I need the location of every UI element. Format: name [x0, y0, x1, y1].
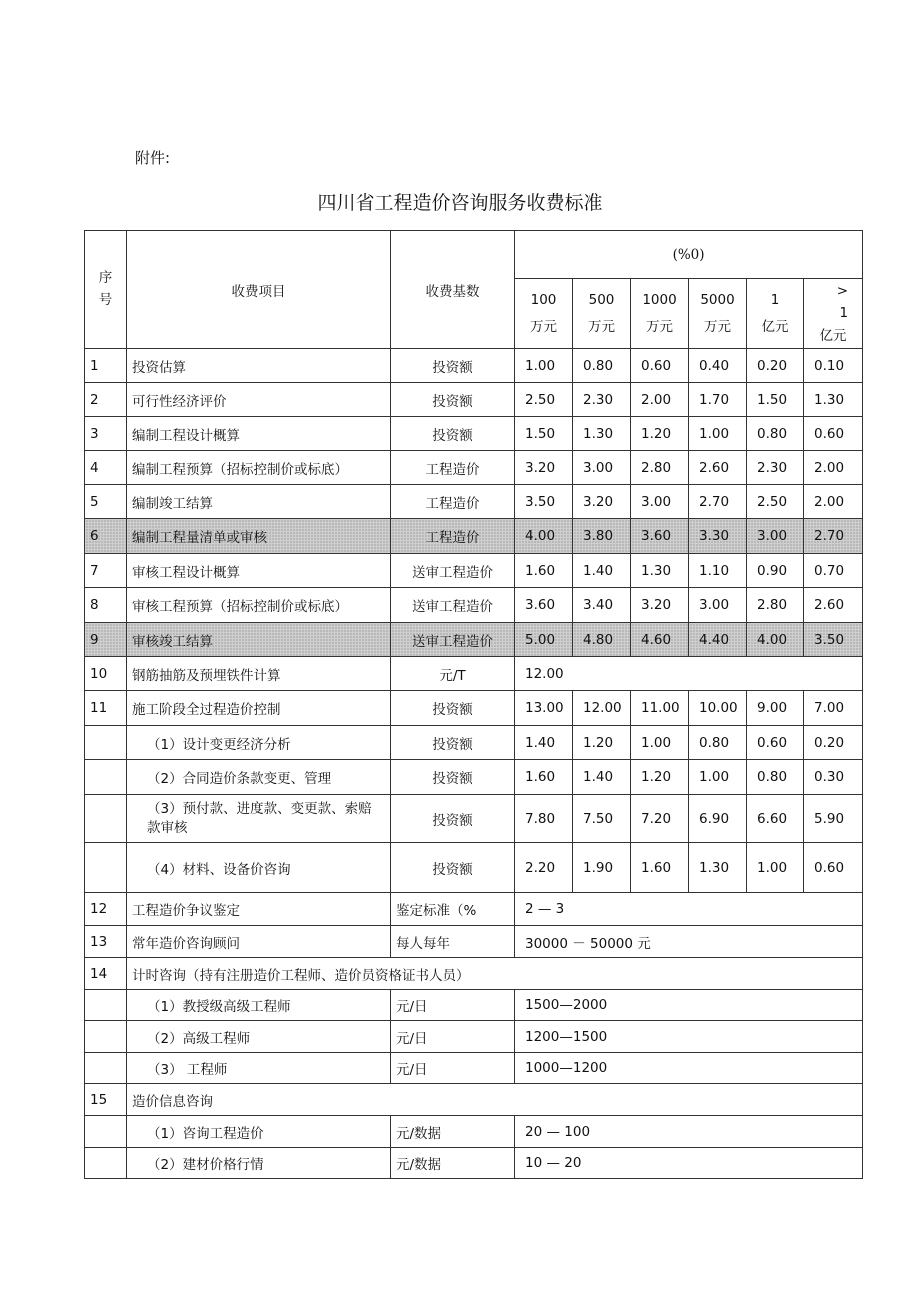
row-item: 编制竣工结算	[127, 485, 391, 519]
row-seq: 14	[85, 958, 127, 990]
header-band-unit: 万元	[530, 318, 557, 335]
row-basis: 工程造价	[391, 485, 515, 519]
row-item: 可行性经济评价	[127, 383, 391, 417]
row-seq: 6	[85, 519, 127, 554]
row-rate: 3.00	[573, 451, 631, 485]
attachment-label: 附件:	[135, 149, 171, 167]
row-rate: 3.00	[747, 519, 804, 554]
row-item: （1）咨询工程造价	[127, 1116, 391, 1148]
row-rate: 2.20	[515, 843, 573, 893]
row-basis: 投资额	[391, 691, 515, 726]
row-basis: 工程造价	[391, 519, 515, 554]
row-basis: 工程造价	[391, 451, 515, 485]
table-row	[85, 1053, 863, 1084]
row-seq: 3	[85, 417, 127, 451]
row-rate: 1.60	[631, 843, 689, 893]
row-basis: 元/T	[391, 657, 515, 691]
row-seq: 10	[85, 657, 127, 691]
table-row	[85, 1116, 863, 1148]
row-rate: 12.00	[573, 691, 631, 726]
row-rate: 13.00	[515, 691, 573, 726]
row-rate: 1.00	[689, 760, 747, 795]
row-seq: 5	[85, 485, 127, 519]
header-band-unit: 万元	[646, 318, 673, 335]
row-rate: 1.60	[515, 554, 573, 588]
row-seq	[85, 1021, 127, 1053]
row-basis: 元/日	[391, 990, 515, 1021]
row-rate: 1.40	[573, 554, 631, 588]
row-rate: 3.40	[573, 588, 631, 623]
row-item: 审核工程预算（招标控制价或标底）	[127, 588, 391, 623]
row-rate: 0.70	[804, 554, 863, 588]
row-rate: 3.20	[573, 485, 631, 519]
table-row	[85, 519, 863, 554]
row-rate: 3.20	[515, 451, 573, 485]
row-item: 钢筋抽筋及预埋铁件计算	[127, 657, 391, 691]
row-seq: 9	[85, 623, 127, 657]
row-rate: 0.60	[804, 843, 863, 893]
header-band	[747, 279, 804, 349]
row-rate: 3.00	[689, 588, 747, 623]
row-item: （2）合同造价条款变更、管理	[127, 760, 391, 795]
table-row	[85, 843, 863, 893]
header-band	[804, 279, 863, 349]
row-seq: 2	[85, 383, 127, 417]
row-rate: 7.20	[631, 795, 689, 843]
table-row	[85, 349, 863, 383]
table-row	[85, 893, 863, 926]
row-rate: 1.50	[515, 417, 573, 451]
row-rate: 1.20	[631, 760, 689, 795]
header-band	[515, 279, 573, 349]
row-rate: 3.00	[631, 485, 689, 519]
row-rate: 1.00	[747, 843, 804, 893]
row-basis: 元/日	[391, 1053, 515, 1084]
row-seq	[85, 843, 127, 893]
row-basis: 元/日	[391, 1021, 515, 1053]
row-basis: 每人每年	[391, 926, 515, 958]
table-row	[85, 657, 863, 691]
row-basis: 投资额	[391, 349, 515, 383]
row-rate: 0.80	[689, 726, 747, 760]
row-rate: 2.30	[573, 383, 631, 417]
row-rate: 0.80	[747, 760, 804, 795]
row-basis: 鉴定标准（%	[391, 893, 515, 926]
row-rate: 1.00	[631, 726, 689, 760]
header-seq: 序号	[85, 231, 127, 349]
row-seq: 1	[85, 349, 127, 383]
row-rate: 0.20	[804, 726, 863, 760]
row-rate: 3.20	[631, 588, 689, 623]
header-band	[689, 279, 747, 349]
row-rate: 0.90	[747, 554, 804, 588]
table-row	[85, 1148, 863, 1179]
row-rate: 5.00	[515, 623, 573, 657]
row-item: 计时咨询（持有注册造价工程师、造价员资格证书人员）	[127, 958, 863, 990]
header-band-value: 1000	[642, 291, 677, 308]
row-rate: 3.60	[631, 519, 689, 554]
row-rate: 3.50	[804, 623, 863, 657]
row-flat-rate: 1200—1500	[515, 1021, 863, 1053]
row-rate: 1.30	[804, 383, 863, 417]
row-rate: 4.00	[515, 519, 573, 554]
row-item: （2）建材价格行情	[127, 1148, 391, 1179]
row-rate: 3.60	[515, 588, 573, 623]
table-row	[85, 554, 863, 588]
row-rate: 1.10	[689, 554, 747, 588]
row-rate: 1.20	[631, 417, 689, 451]
row-seq	[85, 795, 127, 843]
row-item: （4）材料、设备价咨询	[127, 843, 391, 893]
row-rate: 2.30	[747, 451, 804, 485]
row-basis: 投资额	[391, 417, 515, 451]
row-flat-rate: 10 — 20	[515, 1148, 863, 1179]
row-rate: 6.60	[747, 795, 804, 843]
row-basis: 投资额	[391, 843, 515, 893]
row-rate: 0.60	[804, 417, 863, 451]
header-band-unit: 亿元	[819, 327, 847, 344]
row-rate: 10.00	[689, 691, 747, 726]
row-seq	[85, 990, 127, 1021]
table-row	[85, 726, 863, 760]
fee-table	[84, 230, 863, 1179]
row-seq: 13	[85, 926, 127, 958]
row-item: 审核工程设计概算	[127, 554, 391, 588]
row-seq	[85, 1148, 127, 1179]
row-seq	[85, 1053, 127, 1084]
row-seq: 4	[85, 451, 127, 485]
table-row	[85, 417, 863, 451]
table-row	[85, 760, 863, 795]
row-basis: 投资额	[391, 383, 515, 417]
row-rate: 2.00	[804, 451, 863, 485]
row-basis: 投资额	[391, 795, 515, 843]
row-rate: 1.40	[515, 726, 573, 760]
row-rate: 2.70	[689, 485, 747, 519]
row-rate: 0.10	[804, 349, 863, 383]
row-basis: 投资额	[391, 726, 515, 760]
row-rate: 1.30	[689, 843, 747, 893]
row-rate: 0.80	[573, 349, 631, 383]
row-rate: 9.00	[747, 691, 804, 726]
row-item: 造价信息咨询	[127, 1084, 863, 1116]
row-item: 编制工程设计概算	[127, 417, 391, 451]
row-seq: 11	[85, 691, 127, 726]
row-rate: 1.50	[747, 383, 804, 417]
table-row	[85, 588, 863, 623]
row-rate: 0.20	[747, 349, 804, 383]
row-flat-rate: 2 — 3	[515, 893, 863, 926]
row-rate: 2.80	[631, 451, 689, 485]
row-item: （1）教授级高级工程师	[127, 990, 391, 1021]
row-rate: 2.00	[631, 383, 689, 417]
table-row	[85, 990, 863, 1021]
header-band-unit: 亿元	[761, 318, 789, 335]
row-rate: 1.60	[515, 760, 573, 795]
row-rate: 1.70	[689, 383, 747, 417]
row-seq: 7	[85, 554, 127, 588]
header-basis: 收费基数	[391, 231, 515, 349]
row-seq	[85, 726, 127, 760]
row-rate: 7.80	[515, 795, 573, 843]
row-rate: 1.30	[631, 554, 689, 588]
row-rate: 0.40	[689, 349, 747, 383]
header-band-value: 1	[770, 291, 780, 308]
row-flat-rate: 12.00	[515, 657, 863, 691]
table-row	[85, 1021, 863, 1053]
table-row	[85, 485, 863, 519]
row-seq	[85, 760, 127, 795]
row-item: 投资估算	[127, 349, 391, 383]
header-band-value: 500	[588, 291, 615, 308]
header-band-value: 100	[530, 291, 557, 308]
row-seq	[85, 1116, 127, 1148]
row-item: （2）高级工程师	[127, 1021, 391, 1053]
row-seq: 8	[85, 588, 127, 623]
table-row	[85, 383, 863, 417]
table-row	[85, 691, 863, 726]
row-flat-rate: 30000 － 50000 元	[515, 926, 863, 958]
header-band	[573, 279, 631, 349]
row-basis: 投资额	[391, 760, 515, 795]
header-band-value: 5000	[700, 291, 735, 308]
header-item: 收费项目	[127, 231, 391, 349]
row-rate: 4.80	[573, 623, 631, 657]
row-rate: 1.40	[573, 760, 631, 795]
page-title: 四川省工程造价咨询服务收费标准	[317, 192, 603, 214]
row-rate: 3.80	[573, 519, 631, 554]
header-band-unit: 万元	[704, 318, 731, 335]
row-rate: 2.80	[747, 588, 804, 623]
header-band-value: > 1	[836, 283, 849, 322]
row-basis: 元/数据	[391, 1116, 515, 1148]
row-rate: 0.80	[747, 417, 804, 451]
row-flat-rate: 1500—2000	[515, 990, 863, 1021]
row-item: 工程造价争议鉴定	[127, 893, 391, 926]
row-rate: 2.00	[804, 485, 863, 519]
row-rate: 1.20	[573, 726, 631, 760]
row-item: （3） 工程师	[127, 1053, 391, 1084]
row-rate: 3.30	[689, 519, 747, 554]
table-row	[85, 623, 863, 657]
table-row	[85, 451, 863, 485]
row-seq: 12	[85, 893, 127, 926]
table-row	[85, 926, 863, 958]
row-rate: 2.60	[689, 451, 747, 485]
row-rate: 3.50	[515, 485, 573, 519]
row-rate: 0.60	[631, 349, 689, 383]
row-basis: 送审工程造价	[391, 554, 515, 588]
row-item: 编制工程量清单或审核	[127, 519, 391, 554]
row-item: 施工阶段全过程造价控制	[127, 691, 391, 726]
table-row	[85, 1084, 863, 1116]
row-seq: 15	[85, 1084, 127, 1116]
header-band-unit: 万元	[588, 318, 615, 335]
row-item: 审核竣工结算	[127, 623, 391, 657]
row-rate: 6.90	[689, 795, 747, 843]
row-flat-rate: 20 — 100	[515, 1116, 863, 1148]
row-rate: 11.00	[631, 691, 689, 726]
row-basis: 送审工程造价	[391, 588, 515, 623]
row-rate: 1.00	[515, 349, 573, 383]
row-rate: 1.90	[573, 843, 631, 893]
row-rate: 7.00	[804, 691, 863, 726]
row-rate: 0.60	[747, 726, 804, 760]
row-rate: 4.00	[747, 623, 804, 657]
row-rate: 1.00	[689, 417, 747, 451]
row-flat-rate: 1000—1200	[515, 1053, 863, 1084]
row-rate: 2.50	[515, 383, 573, 417]
table-row	[85, 795, 863, 843]
row-item: （3）预付款、进度款、变更款、索赔款审核	[127, 795, 391, 843]
row-rate: 2.50	[747, 485, 804, 519]
row-item: 常年造价咨询顾问	[127, 926, 391, 958]
row-item: 编制工程预算（招标控制价或标底）	[127, 451, 391, 485]
row-rate: 7.50	[573, 795, 631, 843]
row-rate: 4.40	[689, 623, 747, 657]
row-rate: 1.30	[573, 417, 631, 451]
row-basis: 元/数据	[391, 1148, 515, 1179]
row-item: （1）设计变更经济分析	[127, 726, 391, 760]
header-unit: (%0)	[515, 231, 863, 279]
header-band	[631, 279, 689, 349]
row-rate: 2.60	[804, 588, 863, 623]
row-rate: 5.90	[804, 795, 863, 843]
row-rate: 4.60	[631, 623, 689, 657]
row-rate: 2.70	[804, 519, 863, 554]
table-row	[85, 958, 863, 990]
row-rate: 0.30	[804, 760, 863, 795]
row-basis: 送审工程造价	[391, 623, 515, 657]
